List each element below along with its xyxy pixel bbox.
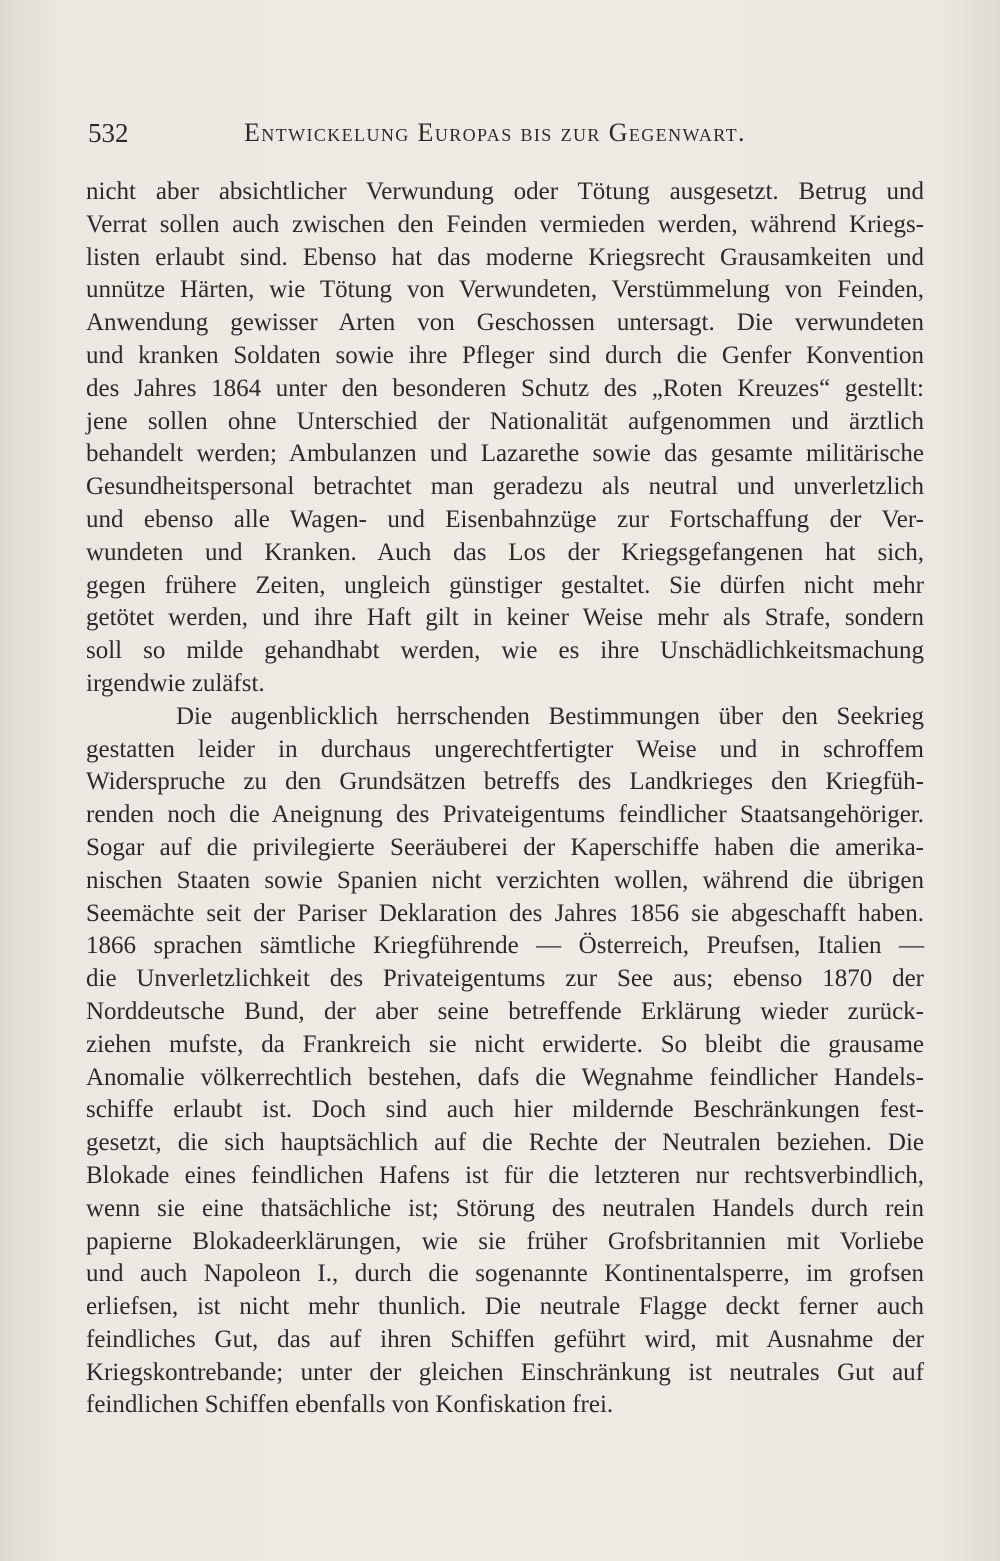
text-line: jene sollen ohne Unterschied der Nationalität aufgenommen und ärztlich xyxy=(86,407,924,435)
text-line: Die augenblicklich herrschenden Bestimmungen über den Seekrieg xyxy=(176,702,924,730)
text-line: soll so milde gehandhabt werden, wie es ihre Unschädlichkeitsmachung xyxy=(86,637,924,665)
text-line: irgendwie zuläfst. xyxy=(86,669,265,697)
text-line: getötet werden, und ihre Haft gilt in keiner Weise mehr als Strafe, sondern xyxy=(86,604,924,632)
text-line: Kriegskontrebande; unter der gleichen Einschränkung ist neutrales Gut auf xyxy=(86,1358,924,1386)
text-line: Gesundheitspersonal betrachtet man geradezu als neutral und unverletzlich xyxy=(86,473,924,501)
text-line: des Jahres 1864 unter den besonderen Schutz des „Roten Kreuzes“ gestellt: xyxy=(86,374,924,402)
text-line: Verrat sollen auch zwischen den Feinden vermieden werden, während Kriegs- xyxy=(86,210,924,238)
text-line: renden noch die Aneignung des Privateigentums feindlicher Staatsangehöriger. xyxy=(86,801,924,829)
page-header xyxy=(86,118,786,158)
text-line: gestatten leider in durchaus ungerechtfertigter Weise und in schroffem xyxy=(86,735,924,763)
text-line: schiffe erlaubt ist. Doch sind auch hier mildernde Beschränkungen fest- xyxy=(86,1096,924,1124)
text-line: und ebenso alle Wagen- und Eisenbahnzüge zur Fortschaffung der Ver- xyxy=(86,505,924,533)
paragraph-1 xyxy=(86,176,924,701)
text-line: feindlichen Schiffen ebenfalls von Konfiskation frei. xyxy=(86,1391,614,1419)
text-line: und kranken Soldaten sowie ihre Pfleger sind durch die Genfer Konvention xyxy=(86,341,924,369)
text-line: wundeten und Kranken. Auch das Los der Kriegsgefangenen hat sich, xyxy=(86,538,924,566)
text-line: nischen Staaten sowie Spanien nicht verzichten wollen, während die übrigen xyxy=(86,866,924,894)
text-line: die Unverletzlichkeit des Privateigentums zur See aus; ebenso 1870 der xyxy=(86,965,924,993)
text-line: und auch Napoleon I., durch die sogenannte Kontinentalsperre, im grofsen xyxy=(86,1260,924,1288)
text-line: 1866 sprachen sämtliche Kriegführende — Österreich, Preufsen, Italien — xyxy=(86,932,924,960)
text-line: Seemächte seit der Pariser Deklaration des Jahres 1856 sie abgeschafft haben. xyxy=(86,899,924,927)
text-line: gegen frühere Zeiten, ungleich günstiger gestaltet. Sie dürfen nicht mehr xyxy=(86,571,924,599)
paragraph-2 xyxy=(86,701,924,1423)
text-line: behandelt werden; Ambulanzen und Lazarethe sowie das gesamte militärische xyxy=(86,440,924,468)
text-line: unnütze Härten, wie Tötung von Verwundeten, Verstümmelung von Feinden, xyxy=(86,276,924,304)
text-line: ziehen mufste, da Frankreich sie nicht erwiderte. So bleibt die grausame xyxy=(86,1030,924,1058)
text-line: Norddeutsche Bund, der aber seine betreffende Erklärung wieder zurück- xyxy=(86,997,924,1025)
text-line: Anwendung gewisser Arten von Geschossen untersagt. Die verwundeten xyxy=(86,309,924,337)
text-line: nicht aber absichtlicher Verwundung oder Tötung ausgesetzt. Betrug und xyxy=(86,178,924,205)
text-line: feindliches Gut, das auf ihren Schiffen geführt wird, mit Ausnahme der xyxy=(86,1325,924,1353)
page-number: 532 xyxy=(88,118,129,148)
text-line: wenn sie eine thatsächliche ist; Störung des neutralen Handels durch rein xyxy=(86,1194,924,1222)
body-text xyxy=(86,176,924,1422)
text-line: Widerspruche zu den Grundsätzen betreffs des Landkrieges den Kriegfüh- xyxy=(86,768,924,796)
text-line: erliefsen, ist nicht mehr thunlich. Die neutrale Flagge deckt ferner auch xyxy=(86,1293,924,1321)
text-line: listen erlaubt sind. Ebenso hat das moderne Kriegsrecht Grausamkeiten und xyxy=(86,243,924,271)
text-line: Blokade eines feindlichen Hafens ist für die letzteren nur rechtsverbindlich, xyxy=(86,1161,924,1189)
text-line: Anomalie völkerrechtlich bestehen, dafs die Wegnahme feindlicher Handels- xyxy=(86,1063,924,1091)
text-line: papierne Blokadeerklärungen, wie sie früher Grofsbritannien mit Vorliebe xyxy=(86,1227,924,1255)
text-line: gesetzt, die sich hauptsächlich auf die Rechte der Neutralen beziehen. Die xyxy=(86,1129,924,1157)
text-line: Sogar auf die privilegierte Seeräuberei der Kaperschiffe haben die amerika- xyxy=(86,833,924,861)
running-head: Entwickelung Europas bis zur Gegenwart. xyxy=(244,118,746,147)
